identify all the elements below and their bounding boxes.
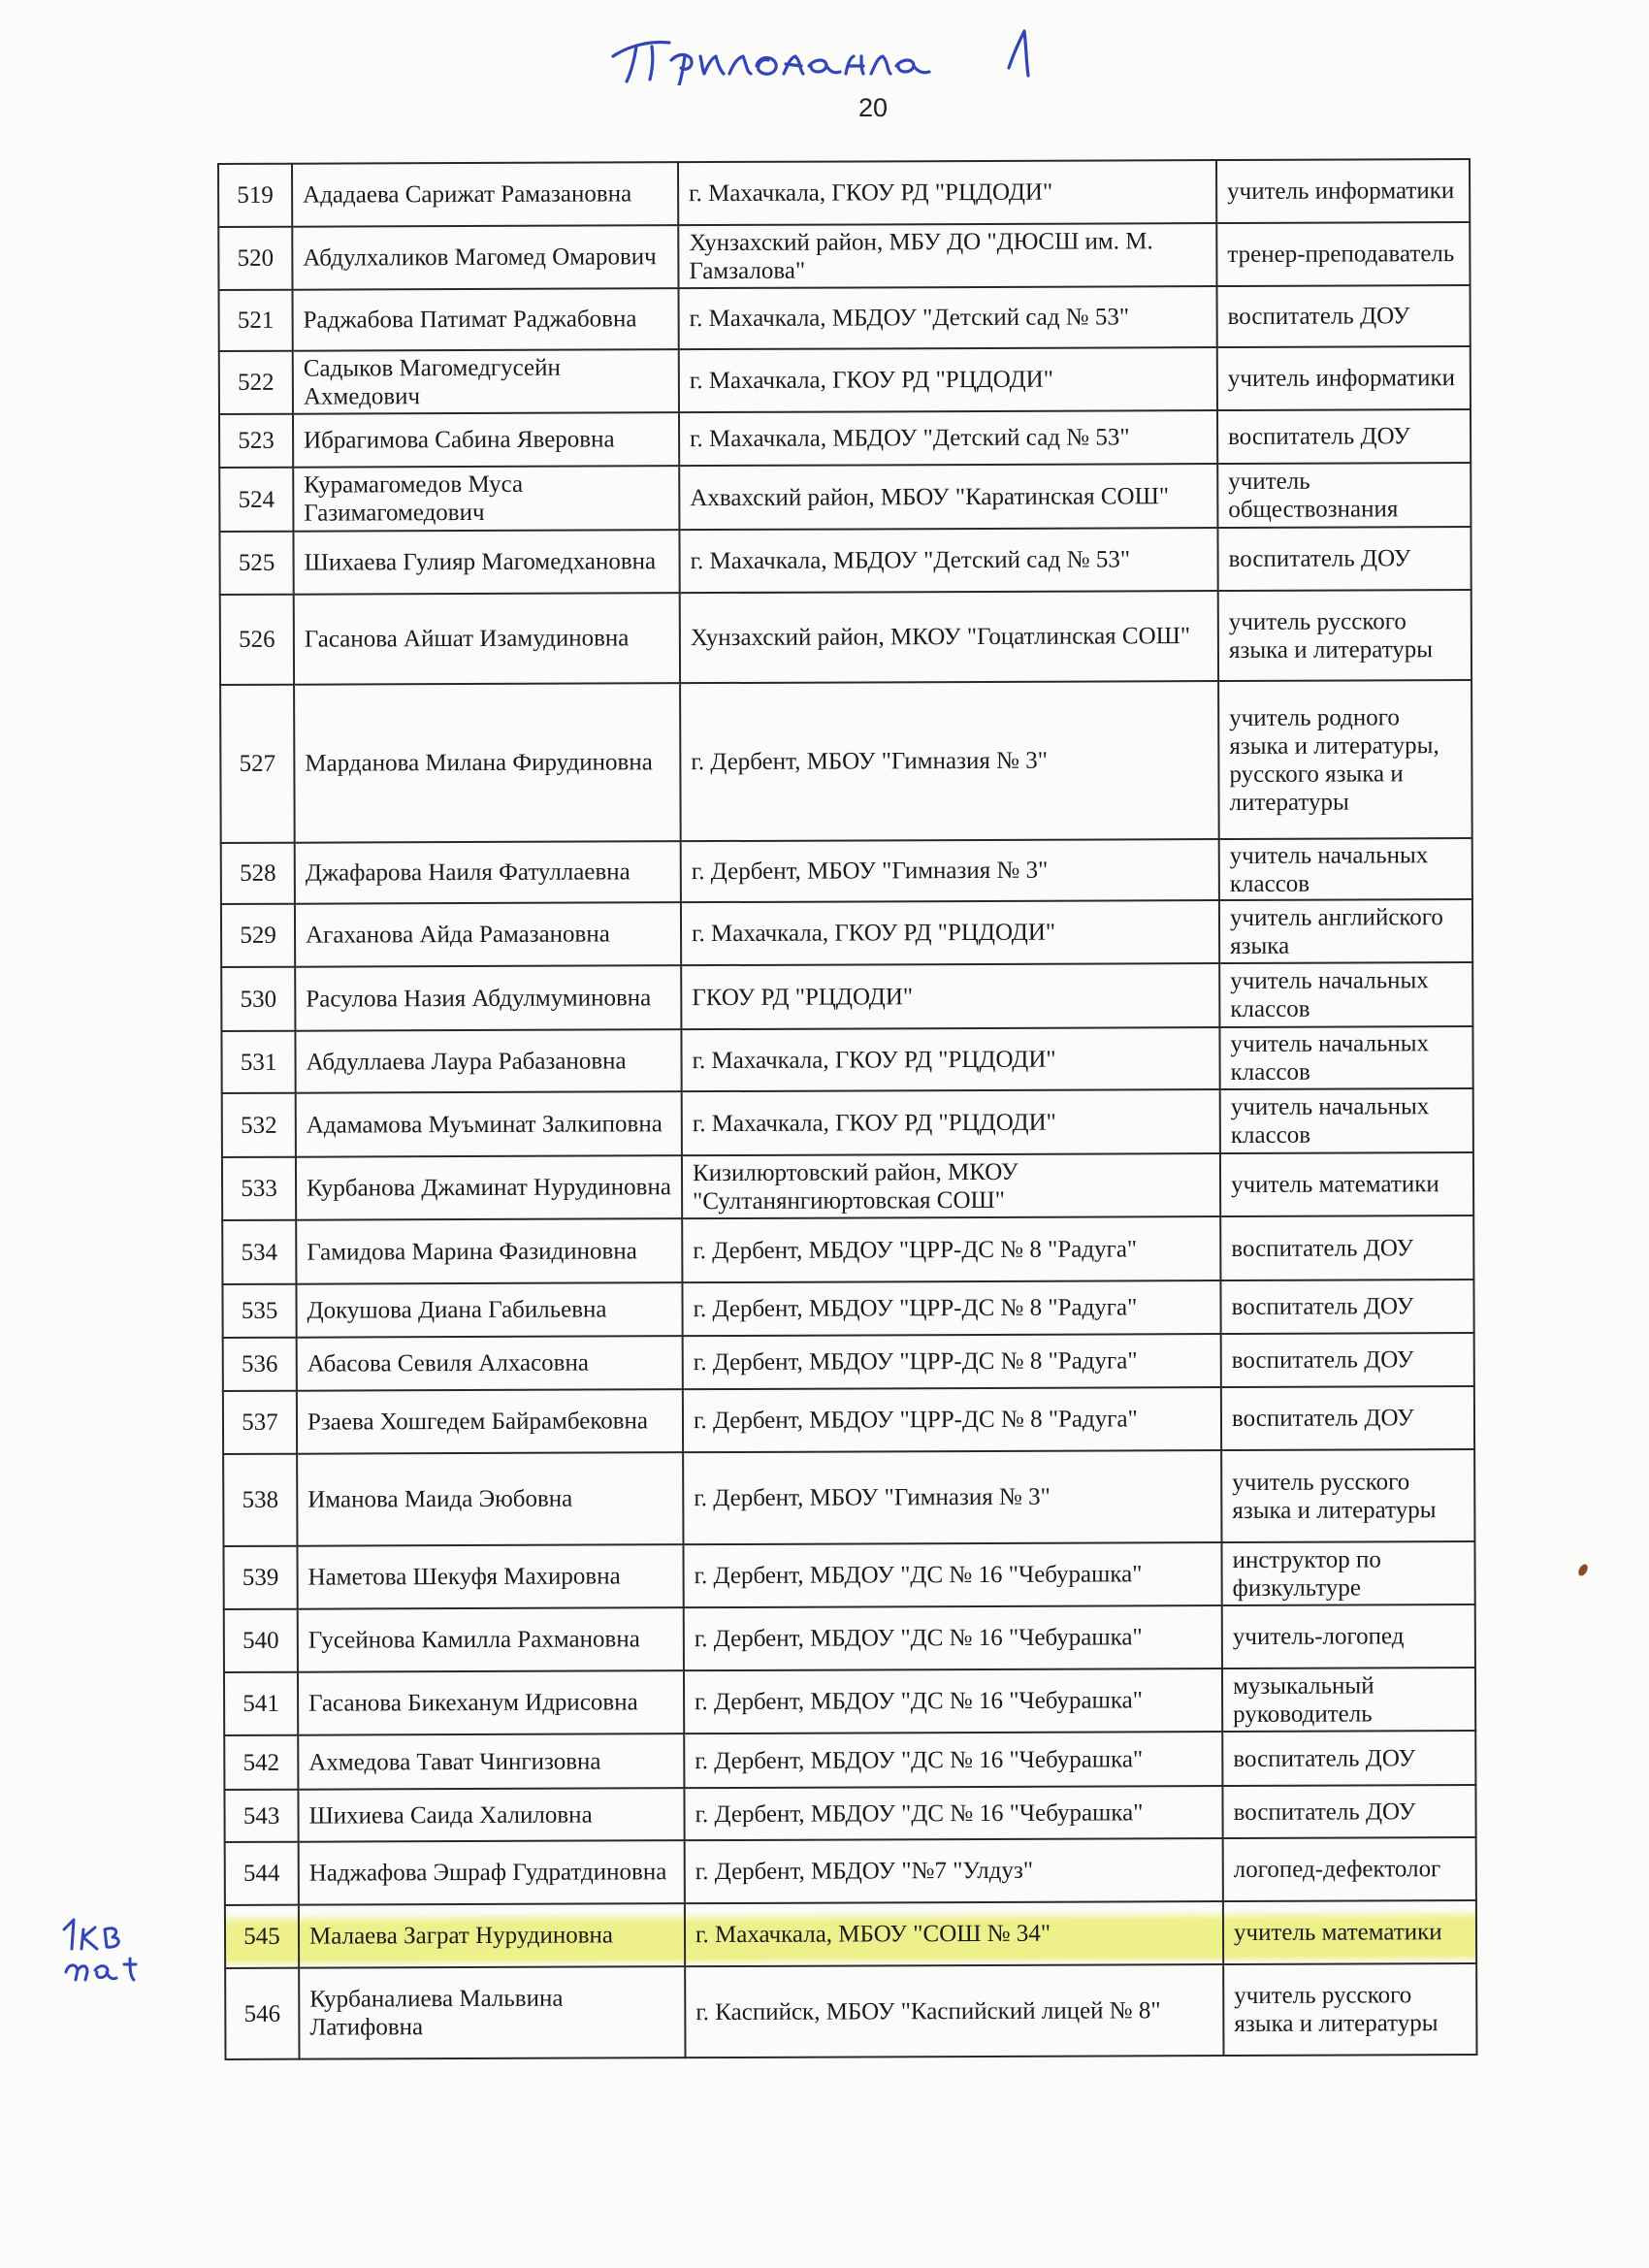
position: воспитатель ДОУ xyxy=(1221,1333,1474,1387)
table-row xyxy=(222,1215,1473,1284)
row-number: 521 xyxy=(219,290,293,351)
full-name: Джафарова Наиля Фатуллаевна xyxy=(295,841,681,904)
handwritten-title xyxy=(601,17,1057,85)
position: воспитатель ДОУ xyxy=(1216,285,1470,347)
table-row xyxy=(224,1604,1475,1672)
row-number: 542 xyxy=(224,1735,298,1790)
full-name: Агаханова Айда Рамазановна xyxy=(295,902,681,967)
row-number: 529 xyxy=(221,904,295,967)
full-name: Гасанова Бикеханум Идрисовна xyxy=(298,1670,684,1735)
position: учитель русского языка и литературы xyxy=(1221,1449,1474,1542)
table-row xyxy=(219,463,1471,532)
row-number: 543 xyxy=(224,1790,298,1842)
position: учитель математики xyxy=(1223,1900,1476,1964)
full-name: Курбанова Джаминат Нурудиновна xyxy=(296,1155,682,1220)
full-name: Ибрагимова Сабина Яверовна xyxy=(293,412,679,468)
table-row xyxy=(225,1837,1476,1905)
table-row-highlighted xyxy=(225,1900,1476,1968)
position: воспитатель ДОУ xyxy=(1222,1785,1475,1838)
row-number: 540 xyxy=(224,1609,298,1672)
table-row xyxy=(220,590,1471,685)
table-row xyxy=(224,1731,1475,1790)
organization: г. Махачкала, МБОУ "СОШ № 34" xyxy=(685,1901,1223,1966)
full-name: Курбаналиева Мальвина Латифовна xyxy=(299,1966,685,2059)
position: тренер-преподаватель xyxy=(1216,222,1470,286)
ink-speck xyxy=(1576,1563,1589,1577)
full-name: Марданова Милана Фирудиновна xyxy=(294,683,681,843)
organization: г. Махачкала, ГКОУ РД "РЦДОДИ" xyxy=(682,1089,1220,1155)
full-name: Адамамова Муъминат Залкиповна xyxy=(296,1091,682,1157)
position: учитель русского языка и литературы xyxy=(1218,590,1471,681)
organization: г. Махачкала, ГКОУ РД "РЦДОДИ" xyxy=(678,160,1216,225)
organization: г. Дербент, МБДОУ "ДС № 16 "Чебурашка" xyxy=(683,1542,1221,1607)
table-row xyxy=(223,1386,1474,1454)
position: учитель русского языка и литературы xyxy=(1223,1963,1476,2056)
organization: ГКОУ РД "РЦДОДИ" xyxy=(681,963,1219,1029)
table-row xyxy=(219,346,1471,414)
row-number: 522 xyxy=(219,351,293,414)
personnel-table-wrapper xyxy=(217,158,1476,2060)
organization: Кизилюртовский район, МКОУ "Султанянгиюртовская СОШ" xyxy=(682,1153,1220,1218)
position: учитель информатики xyxy=(1217,346,1471,410)
table-row xyxy=(219,285,1471,351)
row-number: 541 xyxy=(224,1672,298,1735)
organization: г. Дербент, МБДОУ "ЦРР-ДС № 8 "Радуга" xyxy=(683,1334,1221,1389)
table-row xyxy=(221,899,1472,967)
table-row xyxy=(221,838,1472,904)
row-number: 546 xyxy=(225,1968,299,2059)
position: учитель начальных классов xyxy=(1219,962,1472,1027)
position: учитель родного языка и литературы, русского языка и литературы xyxy=(1218,680,1472,839)
organization: г. Махачкала, ГКОУ РД "РЦДОДИ" xyxy=(681,1027,1219,1091)
organization: Хунзахский район, МБУ ДО "ДЮСШ им. М. Гамзалова" xyxy=(678,223,1216,288)
full-name: Наджафова Эшраф Гудратдиновна xyxy=(299,1840,685,1905)
organization: г. Каспийск, МБОУ "Каспийский лицей № 8" xyxy=(685,1964,1223,2057)
position: учитель-логопед xyxy=(1222,1604,1475,1669)
full-name: Шихаева Гулияр Магомедхановна xyxy=(293,530,679,595)
organization: г. Дербент, МБДОУ "ЦРР-ДС № 8 "Радуга" xyxy=(682,1216,1220,1282)
organization: г. Дербент, МБДОУ "№7 "Улдуз" xyxy=(685,1838,1223,1903)
table-row xyxy=(221,1026,1472,1093)
table-row xyxy=(219,527,1471,595)
position: учитель математики xyxy=(1220,1152,1473,1216)
row-number: 530 xyxy=(221,967,295,1031)
row-number: 535 xyxy=(222,1284,296,1338)
full-name: Шихиева Саида Халиловна xyxy=(298,1788,684,1842)
table-row xyxy=(222,1280,1473,1338)
row-number: 544 xyxy=(225,1842,299,1905)
row-number: 527 xyxy=(220,685,295,843)
row-number: 523 xyxy=(219,414,293,468)
full-name: Ададаева Сарижат Рамазановна xyxy=(292,162,678,227)
full-name: Садыков Магомедгусейн Ахмедович xyxy=(293,349,679,414)
table-row xyxy=(224,1785,1475,1842)
row-number: 545 xyxy=(225,1905,299,1968)
position: воспитатель ДОУ xyxy=(1220,1215,1473,1280)
full-name: Абдуллаева Лаура Рабазановна xyxy=(295,1029,681,1093)
row-number: 519 xyxy=(218,164,292,227)
table-row xyxy=(222,1152,1473,1220)
position: учитель начальных классов xyxy=(1219,1026,1472,1089)
table-row xyxy=(218,159,1470,227)
position: инструктор по физкультуре xyxy=(1221,1541,1474,1605)
organization: г. Дербент, МБОУ "Гимназия № 3" xyxy=(683,1450,1221,1544)
row-number: 526 xyxy=(220,595,294,685)
full-name: Курамагомедов Муса Газимагомедович xyxy=(293,466,679,532)
position: учитель информатики xyxy=(1216,159,1470,223)
organization: Ахвахский район, МБОУ "Каратинская СОШ" xyxy=(679,464,1217,530)
position: учитель начальных классов xyxy=(1219,838,1472,900)
table-row xyxy=(218,222,1470,290)
row-number: 525 xyxy=(219,532,293,595)
position: логопед-дефектолог xyxy=(1223,1837,1476,1901)
position: воспитатель ДОУ xyxy=(1222,1731,1475,1786)
table-row xyxy=(222,1088,1473,1157)
full-name: Гусейнова Камилла Рахмановна xyxy=(298,1607,684,1672)
organization: г. Дербент, МБДОУ "ДС № 16 "Чебурашка" xyxy=(684,1605,1222,1670)
organization: г. Дербент, МБОУ "Гимназия № 3" xyxy=(681,839,1219,902)
position: воспитатель ДОУ xyxy=(1220,1280,1473,1334)
organization: г. Дербент, МБДОУ "ДС № 16 "Чебурашка" xyxy=(684,1786,1222,1840)
row-number: 536 xyxy=(223,1338,297,1391)
page-number: 20 xyxy=(857,93,889,122)
full-name: Докушова Диана Габильевна xyxy=(296,1282,682,1338)
table-row xyxy=(225,1963,1476,2059)
organization: г. Дербент, МБДОУ "ЦРР-ДС № 8 "Радуга" xyxy=(682,1280,1220,1336)
row-number: 539 xyxy=(223,1546,297,1609)
position: учитель начальных классов xyxy=(1220,1088,1473,1153)
personnel-table xyxy=(217,158,1478,2060)
table-row xyxy=(223,1541,1474,1609)
row-number: 524 xyxy=(219,468,293,532)
table-row xyxy=(224,1668,1475,1735)
full-name: Абдулхаликов Магомед Омарович xyxy=(292,225,678,290)
table-row xyxy=(221,962,1472,1031)
row-number: 537 xyxy=(223,1391,297,1454)
organization: г. Дербент, МБДОУ "ЦРР-ДС № 8 "Радуга" xyxy=(683,1387,1221,1452)
full-name: Наметова Шекуфя Махировна xyxy=(297,1544,683,1609)
position: учитель обществознания xyxy=(1217,463,1471,528)
full-name: Малаева Заграт Нурудиновна xyxy=(299,1903,685,1968)
row-number: 528 xyxy=(221,843,295,904)
position: воспитатель ДОУ xyxy=(1221,1386,1474,1450)
position: воспитатель ДОУ xyxy=(1217,527,1471,591)
row-number: 531 xyxy=(221,1031,295,1093)
full-name: Ахмедова Тават Чингизовна xyxy=(298,1733,684,1790)
table-row xyxy=(220,680,1472,843)
position: музыкальный руководитель xyxy=(1222,1668,1475,1732)
full-name: Раджабова Патимат Раджабовна xyxy=(293,288,679,351)
row-number: 538 xyxy=(223,1454,297,1546)
position: учитель английского языка xyxy=(1219,899,1472,963)
table-row xyxy=(223,1449,1474,1546)
full-name: Расулова Назия Абдулмуминовна xyxy=(295,965,681,1031)
row-number: 534 xyxy=(222,1220,296,1284)
row-number: 533 xyxy=(222,1157,296,1220)
handwritten-margin-note xyxy=(56,1916,173,1993)
full-name: Гасанова Айшат Изамудиновна xyxy=(294,593,680,685)
organization: г. Дербент, МБДОУ "ДС № 16 "Чебурашка" xyxy=(684,1669,1222,1733)
organization: г. Махачкала, МБДОУ "Детский сад № 53" xyxy=(679,410,1217,466)
position: воспитатель ДОУ xyxy=(1217,409,1471,464)
organization: г. Дербент, МБДОУ "ДС № 16 "Чебурашка" xyxy=(684,1732,1222,1788)
organization: г. Дербент, МБОУ "Гимназия № 3" xyxy=(680,681,1219,841)
organization: Хунзахский район, МКОУ "Гоцатлинская СОШ" xyxy=(680,591,1218,683)
organization: г. Махачкала, ГКОУ РД "РЦДОДИ" xyxy=(681,900,1219,965)
full-name: Иманова Маида Эюбовна xyxy=(297,1452,683,1546)
row-number: 520 xyxy=(218,227,292,290)
full-name: Абасова Севиля Алхасовна xyxy=(297,1336,683,1391)
organization: г. Махачкала, МБДОУ "Детский сад № 53" xyxy=(678,286,1216,349)
full-name: Рзаева Хошгедем Байрамбековна xyxy=(297,1389,683,1454)
table-row xyxy=(223,1333,1474,1391)
table-row xyxy=(219,409,1471,468)
organization: г. Махачкала, МБДОУ "Детский сад № 53" xyxy=(679,528,1217,593)
full-name: Гамидова Марина Фазидиновна xyxy=(296,1218,682,1284)
organization: г. Махачкала, ГКОУ РД "РЦДОДИ" xyxy=(679,347,1217,412)
row-number: 532 xyxy=(222,1093,296,1157)
